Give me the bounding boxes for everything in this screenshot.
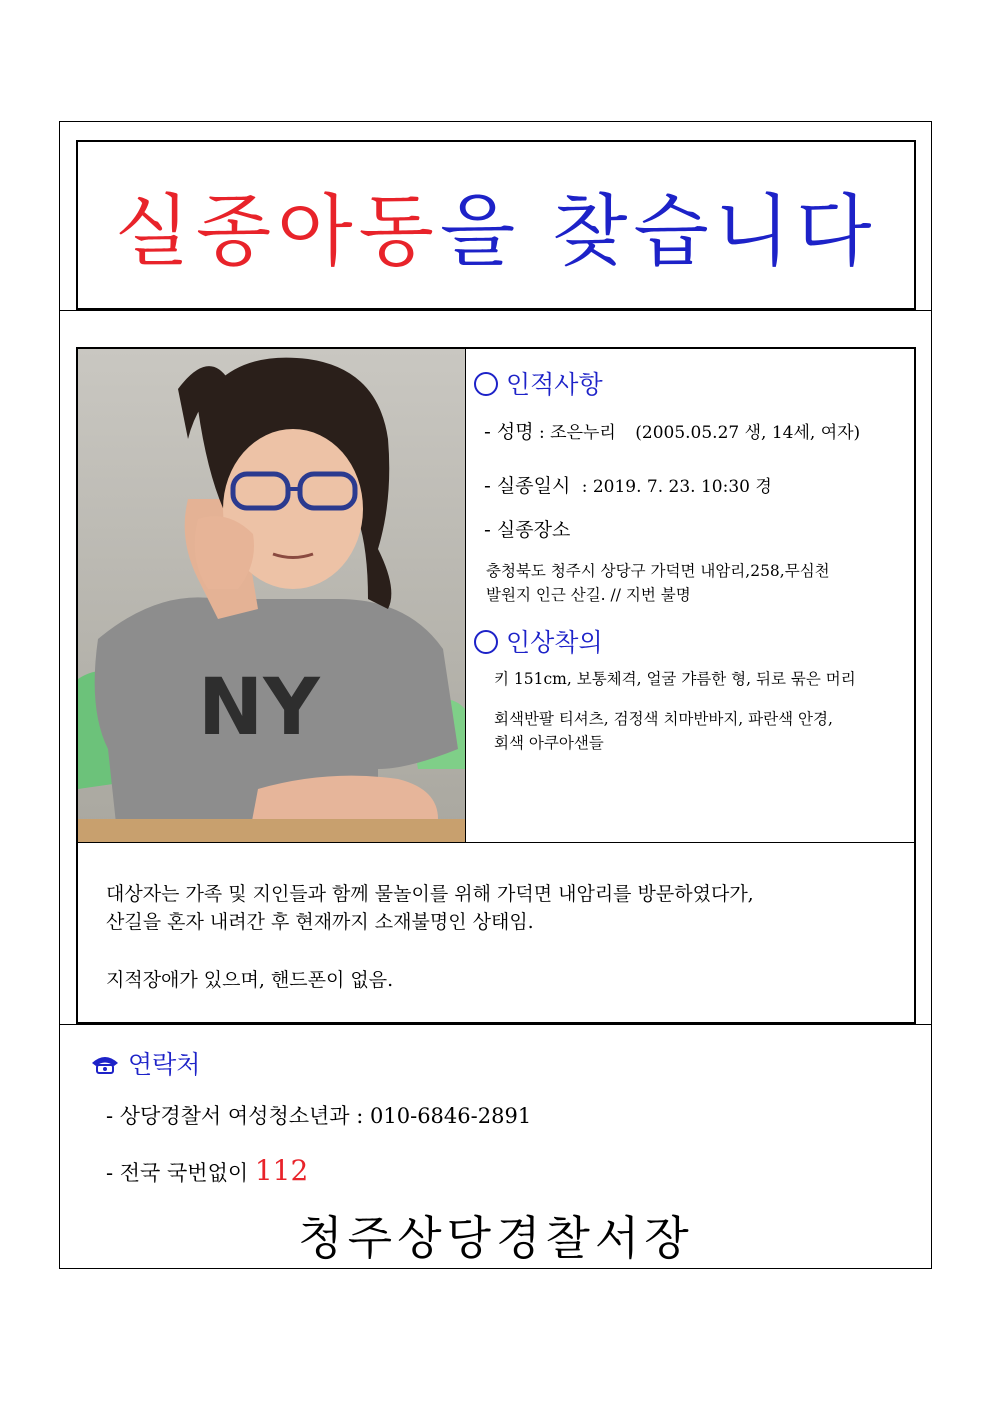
appearance-line-3: 회색 아쿠아샌들 <box>494 734 604 752</box>
title-blue: 을 찾습니다 <box>439 187 878 277</box>
contact-heading <box>90 1045 200 1081</box>
contact-line-1: - 상당경찰서 여성청소년과 : 010-6846-2891 <box>106 1104 532 1128</box>
contact-heading-label: 연락처 <box>127 1050 201 1079</box>
name-value: : 조은누리 <box>539 423 616 443</box>
police-station-name: 청주상당경찰서장 <box>298 1211 694 1265</box>
emergency-number: 112 <box>254 1154 309 1187</box>
missing-place-label: - 실종장소 <box>484 519 571 541</box>
description-line-2: 산길을 혼자 내려간 후 현재까지 소재불명인 상태임. <box>106 911 534 933</box>
name-label: - 성명 <box>484 421 534 443</box>
section-personal <box>474 365 603 401</box>
svg-text:NY: NY <box>198 663 320 753</box>
place-line-2: 발원지 인근 산길. // 지번 불명 <box>486 586 691 604</box>
contact-line-2-prefix: - 전국 국번없이 <box>106 1161 249 1185</box>
section-appearance-label: 인상착의 <box>506 628 603 657</box>
circle-bullet-icon <box>474 630 498 654</box>
missing-date-value: : 2019. 7. 23. 10:30 경 <box>581 477 772 497</box>
phone-icon <box>90 1050 128 1079</box>
title-red: 실종아동 <box>114 187 440 277</box>
description-line-3: 지적장애가 있으며, 핸드폰이 없음. <box>106 969 394 991</box>
description-line-1: 대상자는 가족 및 지인들과 함께 물놀이를 위해 가덕면 내암리를 방문하였다가, <box>106 883 754 905</box>
contact-line-2 <box>106 1154 308 1187</box>
section-appearance <box>474 623 603 659</box>
main-box <box>76 347 916 1024</box>
circle-bullet-icon <box>474 372 498 396</box>
missing-date-row <box>484 471 772 498</box>
title-box <box>76 140 916 310</box>
missing-date-label: - 실종일시 <box>484 475 571 497</box>
appearance-line-2: 회색반팔 티셔츠, 검정색 치마반바지, 파란색 안경, <box>494 710 833 728</box>
divider <box>59 310 932 311</box>
place-line-1: 충청북도 청주시 상당구 가덕면 내암리,258,무심천 <box>486 562 830 580</box>
appearance-line-1: 키 151cm, 보통체격, 얼굴 갸름한 형, 뒤로 묶은 머리 <box>494 670 856 688</box>
missing-place-row <box>484 515 570 542</box>
birth-info: (2005.05.27 생, 14세, 여자) <box>635 423 861 443</box>
divider <box>59 1024 932 1025</box>
name-row <box>484 417 860 444</box>
info-panel <box>466 349 914 842</box>
poster-title <box>115 169 878 281</box>
missing-child-photo <box>78 349 466 842</box>
section-personal-label: 인적사항 <box>506 370 603 399</box>
divider <box>78 842 914 843</box>
